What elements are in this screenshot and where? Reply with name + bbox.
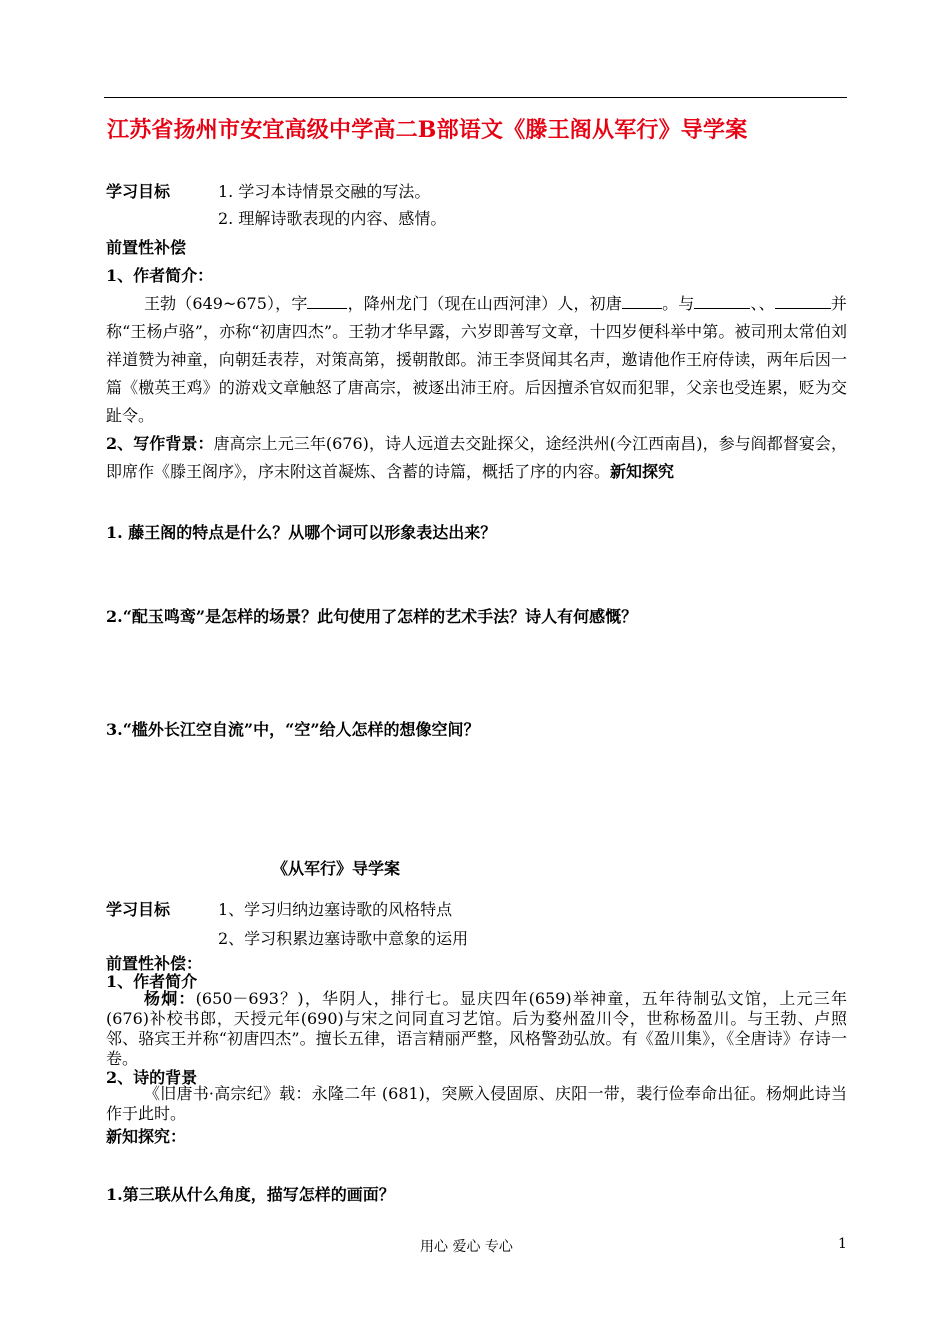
blank-poet-title[interactable]	[622, 294, 662, 309]
pre-compensation-label: 前置性补偿	[106, 238, 187, 257]
learning-goal-2-2: 2、学习积累边塞诗歌中意象的运用	[218, 929, 469, 948]
pre-compensation-label-2: 前置性补偿：	[106, 954, 203, 973]
blank-poet-2[interactable]	[775, 294, 831, 309]
learning-goal-1: 1. 学习本诗情景交融的写法。	[218, 182, 431, 201]
author-text-4: 、	[750, 294, 759, 313]
document-title: 江苏省扬州市安宜高级中学高二B部语文《滕王阁从军行》导学案	[107, 117, 748, 143]
new-knowledge-label: 新知探究	[610, 462, 675, 481]
poem-background-label: 2、诗的背景	[106, 1068, 198, 1087]
poem-background-paragraph: 《旧唐书·高宗纪》载：永隆二年 (681)，突厥入侵固原、庆阳一带，裴行俭奉命出征。杨炯此诗当作于此时。	[106, 1084, 847, 1123]
author-text-5: 、	[758, 294, 775, 313]
question-2: 2.“配玉鸣鸾”是怎样的场景？此句使用了怎样的艺术手法？诗人有何感慨？	[106, 607, 638, 626]
author-intro-paragraph	[106, 290, 847, 430]
author-text-6: 并称“王杨卢骆”，亦称“初唐四杰”。王勃才华早露，六岁即善写文章，十四岁便科举中第。被司刑太常伯刘祥道赞为神童，向朝廷表荐，对策高第，援朝散郎。沛王李贤闻其名声，邀请他作王府侍读，两年后因一篇《檄英王鸡》的游戏文章触怒了唐高宗，被逐出沛王府。后因擅杀官奴而犯罪，父亲也受连累，贬为交趾令。	[106, 294, 847, 425]
learning-goals-label-2: 学习目标	[106, 900, 171, 919]
new-knowledge-label-2: 新知探究：	[106, 1127, 187, 1146]
blank-courtesy-name[interactable]	[307, 294, 347, 309]
author-intro-paragraph-2	[106, 989, 847, 1069]
author-text-2: (650－693？)，华阴人，排行七。显庆四年(659)举神童，五年待制弘文馆，上元三年(676)补校书郎，天授元年(690)与宋之问同直习艺馆。后为婺州盈川令，世称杨盈川。与王勃、卢照邻、骆宾王并称“初唐四杰”。擅长五律，语言精丽严整，风格警劲弘放。有《盈川集》，《全唐诗》存诗一卷。	[106, 989, 847, 1068]
blank-poet-1[interactable]	[694, 294, 750, 309]
background-label: 2、写作背景：	[106, 434, 214, 453]
background-paragraph	[106, 430, 847, 486]
question-3: 3.“槛外长江空自流”中，“空”给人怎样的想像空间？	[106, 720, 480, 739]
page-number: 1	[838, 1236, 847, 1252]
author-intro-label: 1、作者简介：	[106, 266, 214, 285]
author-text-3: 。与	[661, 294, 695, 313]
page-footer: 用心 爱心 专心	[420, 1239, 513, 1255]
background-text: 唐高宗上元三年(676)，诗人远道去交趾探父，途经洪州(今江西南昌)，参与阎都督宴会，即席作《滕王阁序》，序末附这首凝炼、含蓄的诗篇，概括了序的内容。	[106, 434, 847, 481]
section-2-title: 《从军行》导学案	[272, 859, 401, 878]
learning-goal-2: 2. 理解诗歌表现的内容、感情。	[218, 209, 447, 228]
author-name: 杨炯：	[144, 989, 196, 1008]
author-intro-label-2: 1、作者简介	[106, 972, 198, 991]
question-1: 1. 藤王阁的特点是什么？从哪个词可以形象表达出来？	[106, 523, 497, 542]
author-text-2: ，降州龙门（现在山西河津）人，初唐	[347, 294, 622, 313]
header-rule	[104, 97, 847, 98]
learning-goal-2-1: 1、学习归纳边塞诗歌的风格特点	[218, 900, 453, 919]
question-2-1: 1.第三联从什么角度，描写怎样的画面？	[106, 1185, 395, 1204]
learning-goals-label: 学习目标	[106, 182, 171, 201]
author-text-1: 王勃（649~675），字	[144, 294, 308, 313]
